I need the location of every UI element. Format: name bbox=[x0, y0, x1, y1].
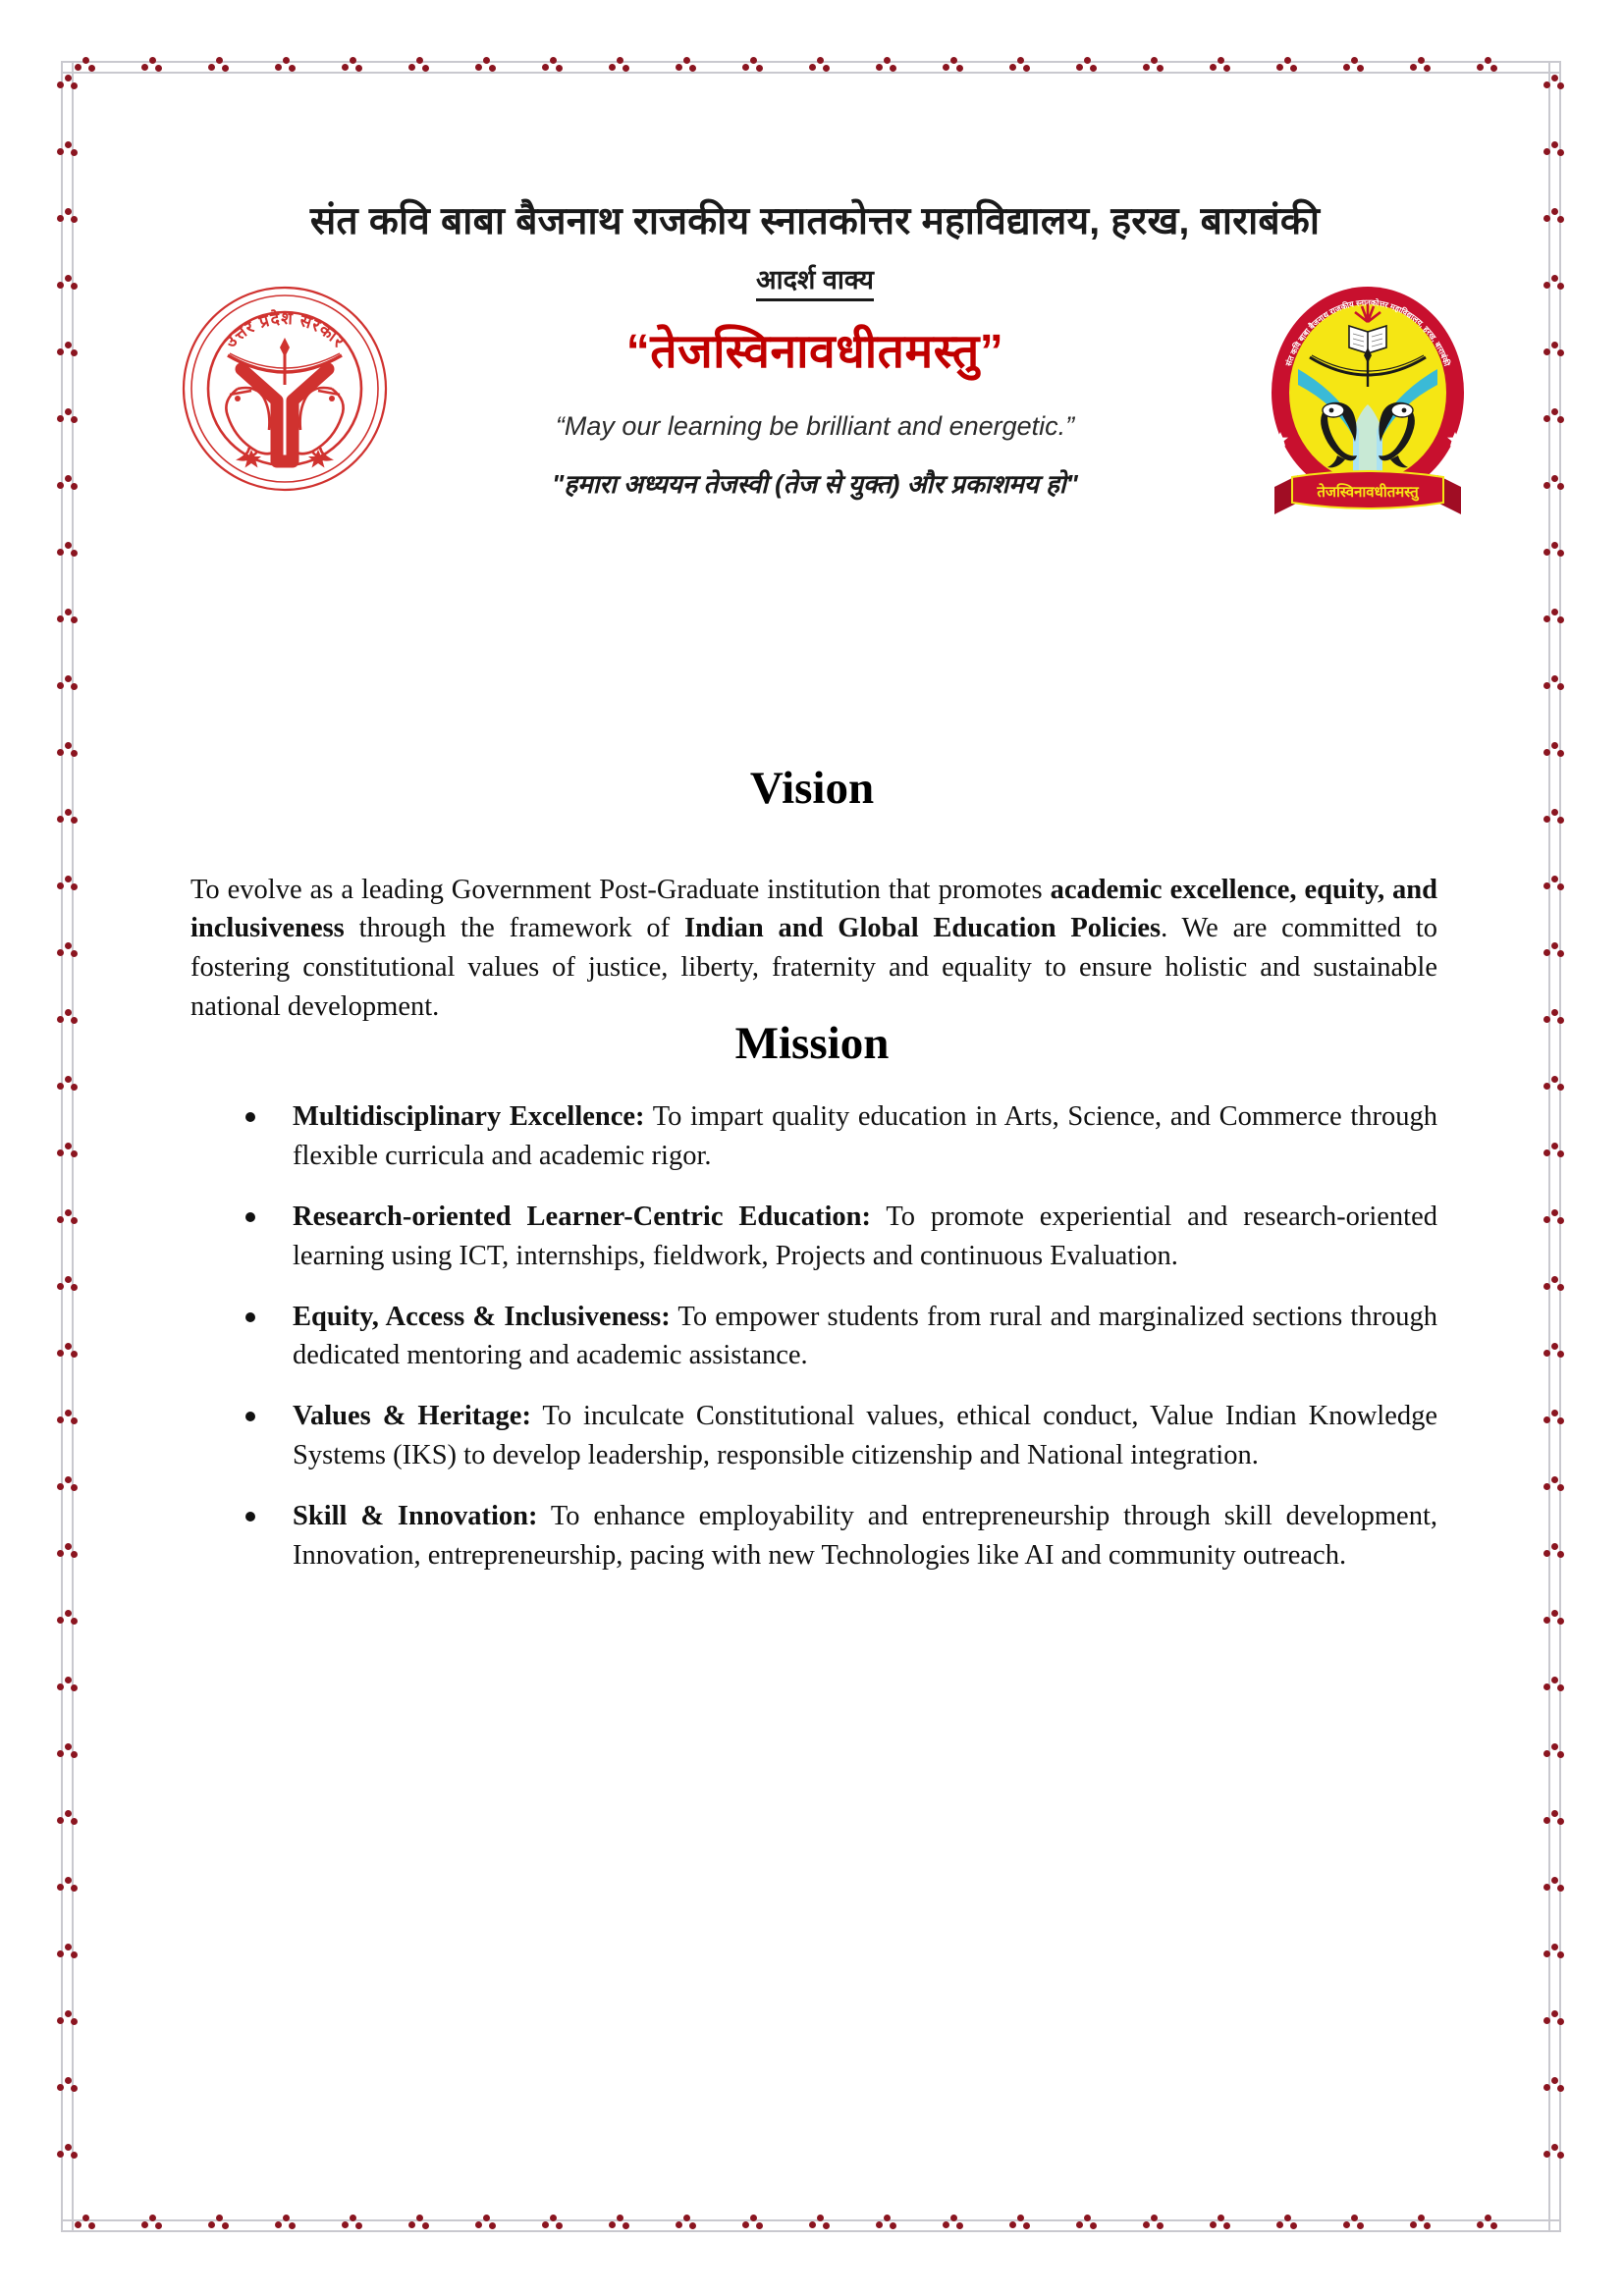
mission-item-heading: Values & Heritage: bbox=[293, 1401, 531, 1432]
mission-item-heading: Research-oriented Learner-Centric Education: bbox=[293, 1201, 871, 1232]
motto-label-text: आदर्श वाक्य bbox=[756, 265, 874, 301]
motto-translation-english: “May our learning be brilliant and energetic.” bbox=[555, 411, 1075, 442]
vision-heading: Vision bbox=[749, 763, 875, 814]
motto-label bbox=[147, 260, 1483, 296]
vision-text-4: . We are committed to fostering constitutional values of justice, liberty, fraternity and equality to ensure holistic and sustainable national development. bbox=[190, 913, 1438, 1023]
bullet-icon bbox=[245, 1112, 255, 1122]
bullet-icon bbox=[245, 1212, 255, 1222]
mission-list-item bbox=[190, 1198, 1437, 1276]
svg-text:संत कवि बाबा बैजनाथ राजकीय स्न: संत कवि बाबा बैजनाथ राजकीय स्नातकोत्तर महाविद्यालय, हरख, बाराबंकी bbox=[1283, 297, 1452, 368]
mission-item-heading: Skill & Innovation: bbox=[293, 1501, 538, 1532]
svg-text:तेजस्विनावधीतमस्तु: तेजस्विनावधीतमस्तु bbox=[1317, 484, 1419, 501]
bullet-icon bbox=[245, 1512, 255, 1522]
mission-item-body: To enhance employability and entrepreneurship through skill development, Innovation, entrepreneurship, pacing with new Technologies like AI and community outreach. bbox=[293, 1501, 1437, 1572]
motto-sanskrit: “तेजस्विनावधीतमस्तु” bbox=[625, 326, 1004, 379]
vision-paragraph bbox=[190, 871, 1437, 1028]
bullet-icon bbox=[245, 1312, 255, 1322]
mission-list-item bbox=[190, 1497, 1437, 1575]
mission-item-body: To empower students from rural and marginalized sections through dedicated mentoring and academic assistance. bbox=[293, 1301, 1437, 1371]
mission-item-heading: Equity, Access & Inclusiveness: bbox=[293, 1301, 671, 1332]
vision-emphasis-1: academic excellence, equity, and inclusiveness bbox=[190, 874, 1437, 944]
mission-item-body: To inculcate Constitutional values, ethical conduct, Value Indian Knowledge Systems (IKS) to develop leadership, responsible citizenship and National integration. bbox=[293, 1401, 1438, 1471]
mission-item-body: To promote experiential and research-oriented learning using ICT, internships, fieldwork, Projects and continuous Evaluation. bbox=[293, 1201, 1437, 1271]
mission-item-heading: Multidisciplinary Excellence: bbox=[293, 1101, 645, 1132]
motto-translation-hindi: "हमारा अध्ययन तेजस्वी (तेज से युक्त) और प्रकाशमय हो" bbox=[552, 469, 1078, 500]
vision-emphasis-3: Indian and Global Education Policies bbox=[683, 913, 1162, 944]
mission-heading: Mission bbox=[734, 1018, 890, 1069]
bullet-icon bbox=[245, 1412, 255, 1421]
mission-item-body: To impart quality education in Arts, Science, and Commerce through flexible curricula and academic rigor. bbox=[293, 1101, 1437, 1171]
vision-text-2: through the framework of bbox=[344, 913, 684, 944]
mission-list bbox=[190, 1097, 1437, 1597]
mission-list-item bbox=[190, 1397, 1437, 1475]
page-title: संत कवि बाबा बैजनाथ राजकीय स्नातकोत्तर महाविद्यालय, हरख, बाराबंकी bbox=[309, 200, 1321, 242]
svg-text:उत्तर प्रदेश सरकार: उत्तर प्रदेश सरकार bbox=[221, 308, 349, 351]
mission-list-item bbox=[190, 1097, 1437, 1176]
vision-text-0: To evolve as a leading Government Post-Graduate institution that promotes bbox=[190, 874, 1051, 905]
mission-list-item bbox=[190, 1298, 1437, 1376]
document-header bbox=[147, 196, 1483, 501]
